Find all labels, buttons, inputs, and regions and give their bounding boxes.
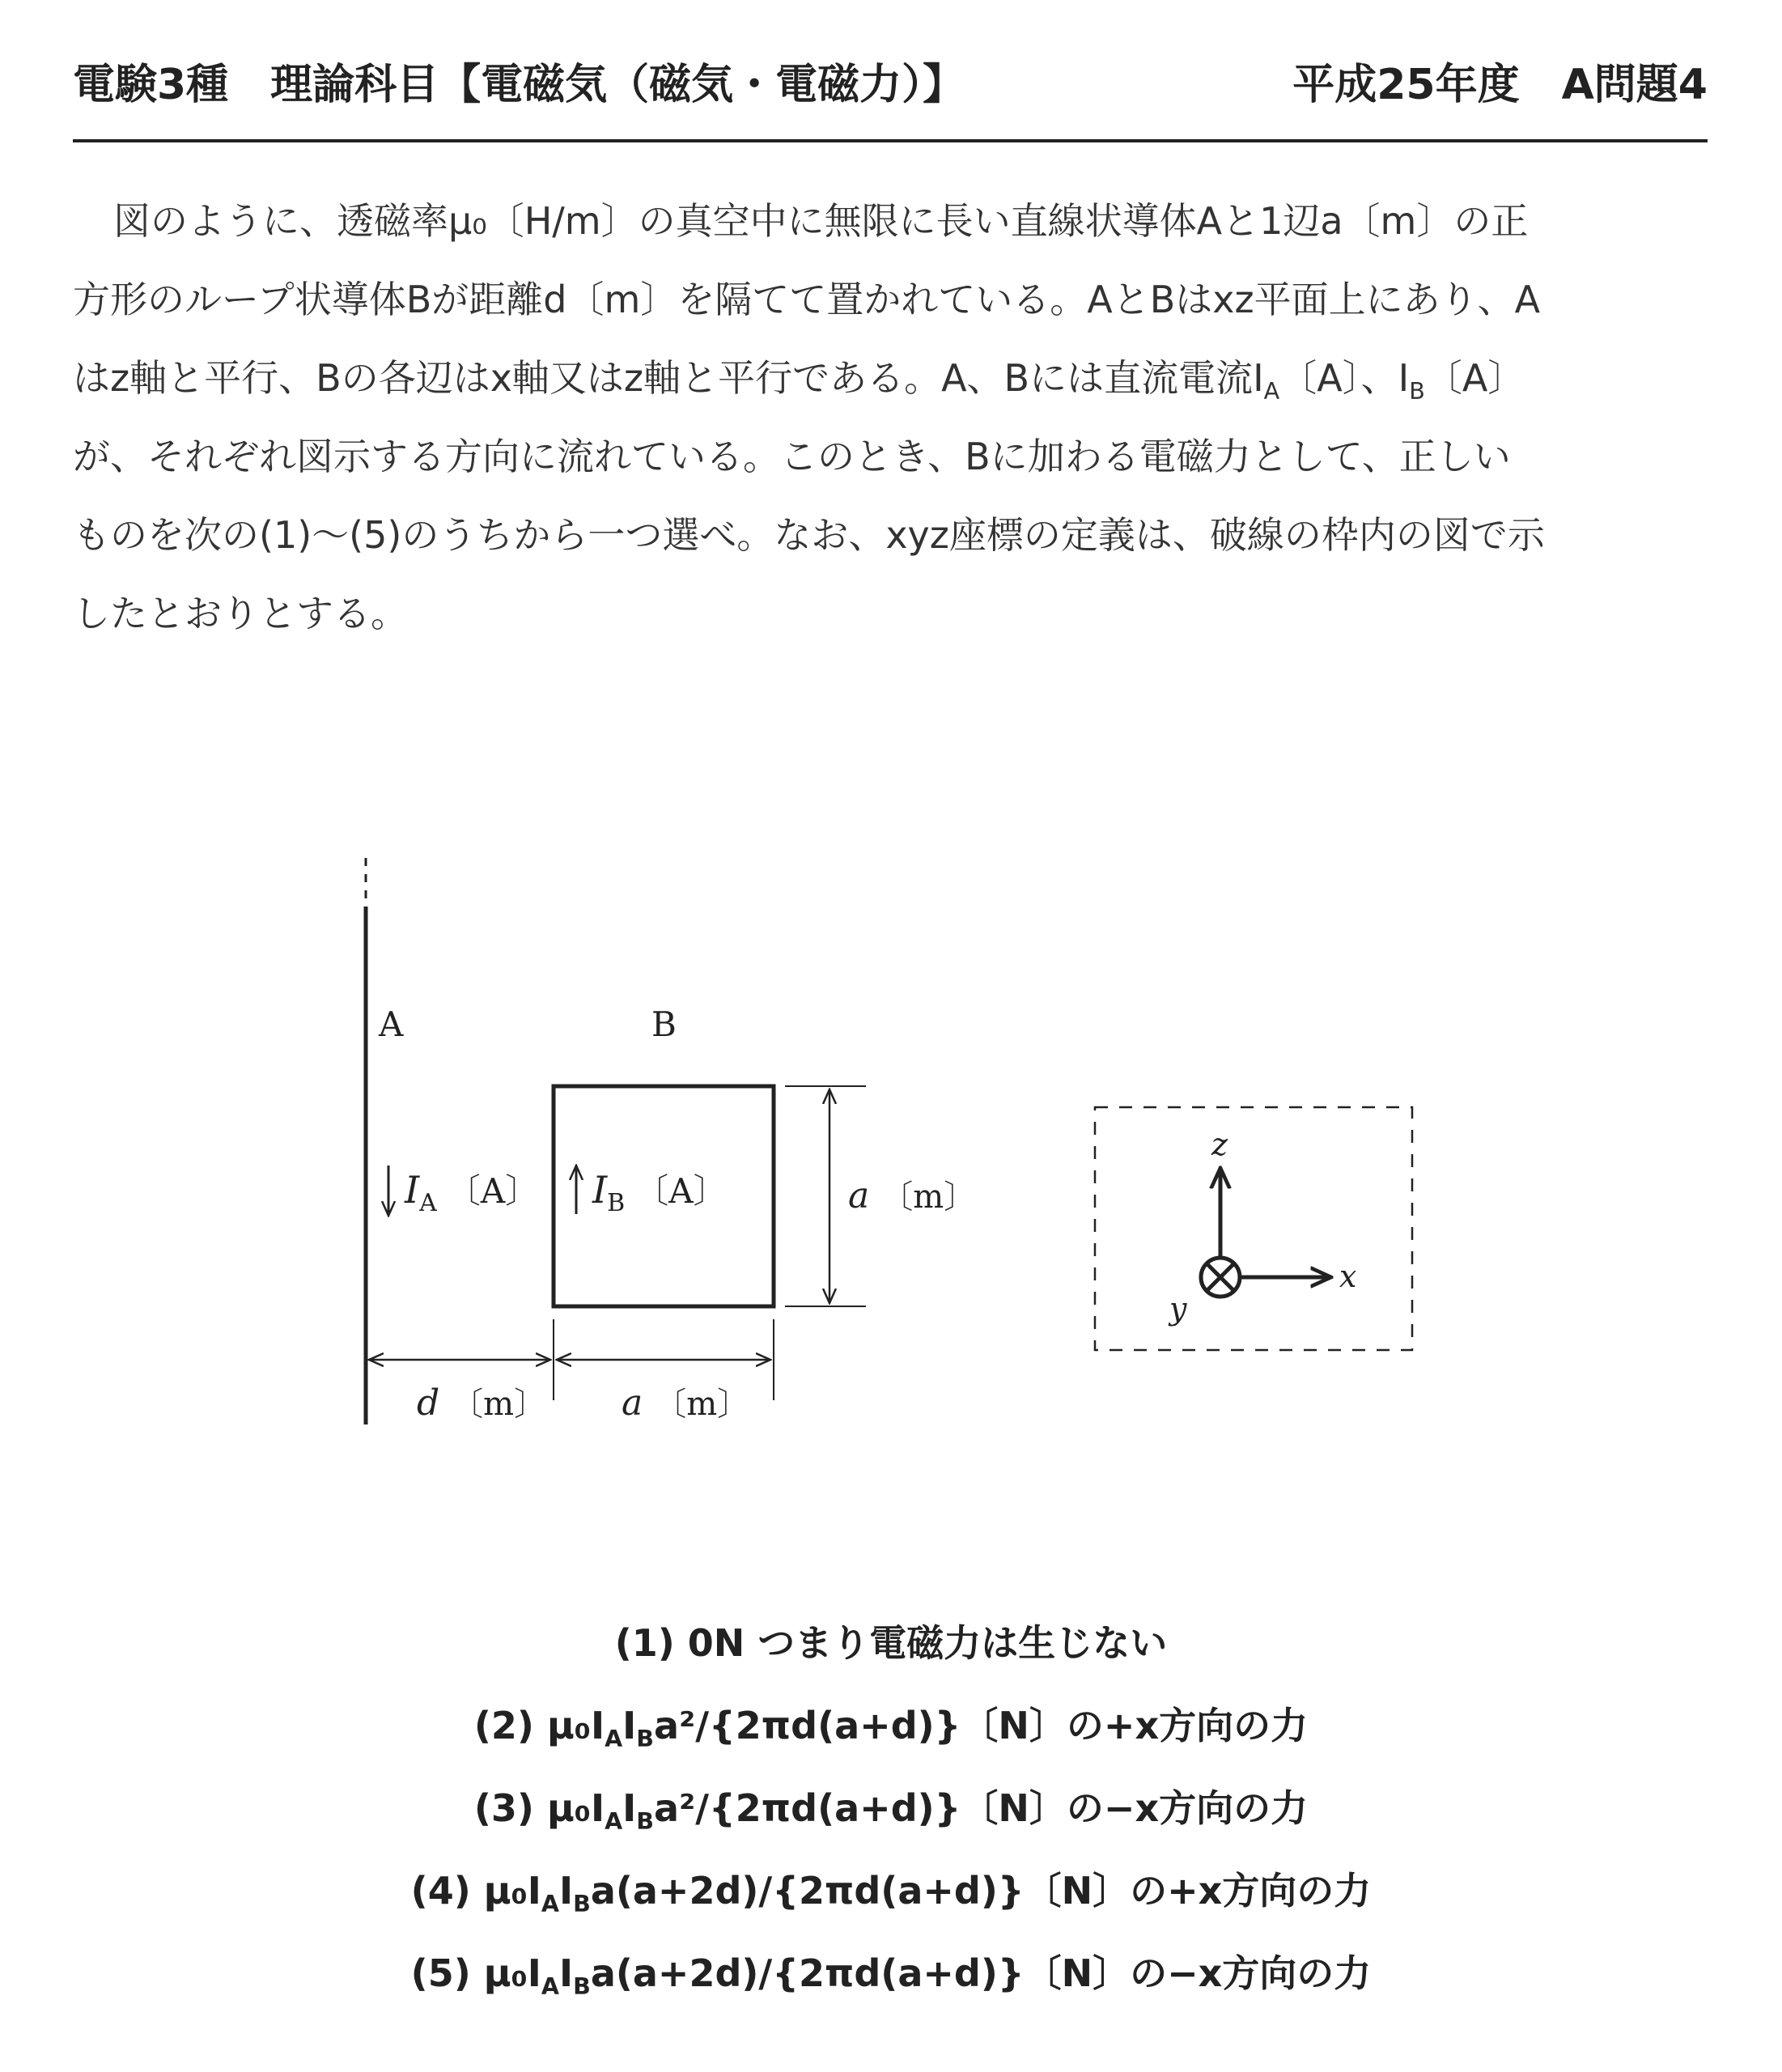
- question-line-2: 方形のループ状導体Bが距離d〔m〕を隔てて置かれている。AとBはxz平面上にあり、A: [73, 278, 1541, 321]
- current-b-label: $I_B$ 〔A〕: [592, 1168, 728, 1217]
- choice-4[interactable]: [0, 1858, 1782, 1941]
- page-header: [73, 50, 1708, 115]
- choice-1[interactable]: [0, 1611, 1782, 1693]
- page-title: 電験3種 理論科目【電磁気（磁気・電磁力）】: [73, 61, 965, 109]
- choice-2[interactable]: [0, 1693, 1782, 1776]
- y-axis-label: y: [1169, 1291, 1187, 1327]
- answer-choices: [0, 1611, 1782, 2023]
- dim-a-vertical-label: a 〔m〕: [848, 1175, 977, 1216]
- question-line-6: したとおりとする。: [73, 592, 408, 635]
- choice-text: $\mu_0I_AI_Ba(a+2d)/\{2\pi d(a+d)\}$〔N〕の+x方向の力: [483, 1869, 1372, 1918]
- x-axis-label: x: [1339, 1259, 1357, 1294]
- z-axis-label: z: [1211, 1127, 1228, 1162]
- dim-a-horizontal-label: a 〔m〕: [622, 1382, 750, 1424]
- choice-text: $\mu_0I_AI_Ba(a+2d)/\{2\pi d(a+d)\}$〔N〕の−x方向の力: [483, 1951, 1372, 2001]
- conductor-diagram: [308, 834, 1457, 1449]
- conductor-a-label: A: [379, 1004, 404, 1044]
- question-line-3: はz軸と平行、Bの各辺はx軸又はz軸と平行である。A、Bには直流電流$I_A$〔A〕、$I_B$〔A〕: [73, 356, 1525, 405]
- y-axis-into-page-icon: [1201, 1258, 1240, 1297]
- choice-text: $\mu_0I_AI_Ba^2/\{2\pi d(a+d)\}$〔N〕の−x方向の力: [546, 1786, 1309, 1836]
- choice-number: (2): [473, 1704, 534, 1747]
- conductor-figure: [308, 834, 1457, 1449]
- exam-source: 平成25年度 A問題4: [1292, 61, 1708, 109]
- coordinate-box: [1095, 1107, 1412, 1350]
- header-divider: [73, 139, 1708, 142]
- choice-number: (5): [410, 1951, 471, 1995]
- question-line-4: が、それぞれ図示する方向に流れている。このとき、Bに加わる電磁力として、正しい: [73, 435, 1511, 478]
- choice-text: 0N つまり電磁力は生じない: [687, 1621, 1168, 1665]
- choice-3[interactable]: [0, 1776, 1782, 1858]
- choice-number: (4): [410, 1869, 471, 1913]
- choice-number: (1): [614, 1621, 675, 1665]
- conductor-b-label: B: [651, 1004, 677, 1044]
- current-a-label: $I_A$ 〔A〕: [405, 1168, 540, 1217]
- choice-text: $\mu_0I_AI_Ba^2/\{2\pi d(a+d)\}$〔N〕の+x方向の力: [546, 1704, 1309, 1753]
- choice-number: (3): [473, 1786, 534, 1830]
- question-line-1: 図のように、透磁率μ₀〔H/m〕の真空中に無限に長い直線状導体Aと1辺a〔m〕の正: [113, 199, 1529, 243]
- question-line-5: ものを次の(1)〜(5)のうちから一つ選べ。なお、xyz座標の定義は、破線の枠内の図で示: [73, 513, 1545, 557]
- dim-d-label: d 〔m〕: [417, 1382, 547, 1424]
- question-text: [73, 182, 1708, 653]
- choice-5[interactable]: [0, 1941, 1782, 2023]
